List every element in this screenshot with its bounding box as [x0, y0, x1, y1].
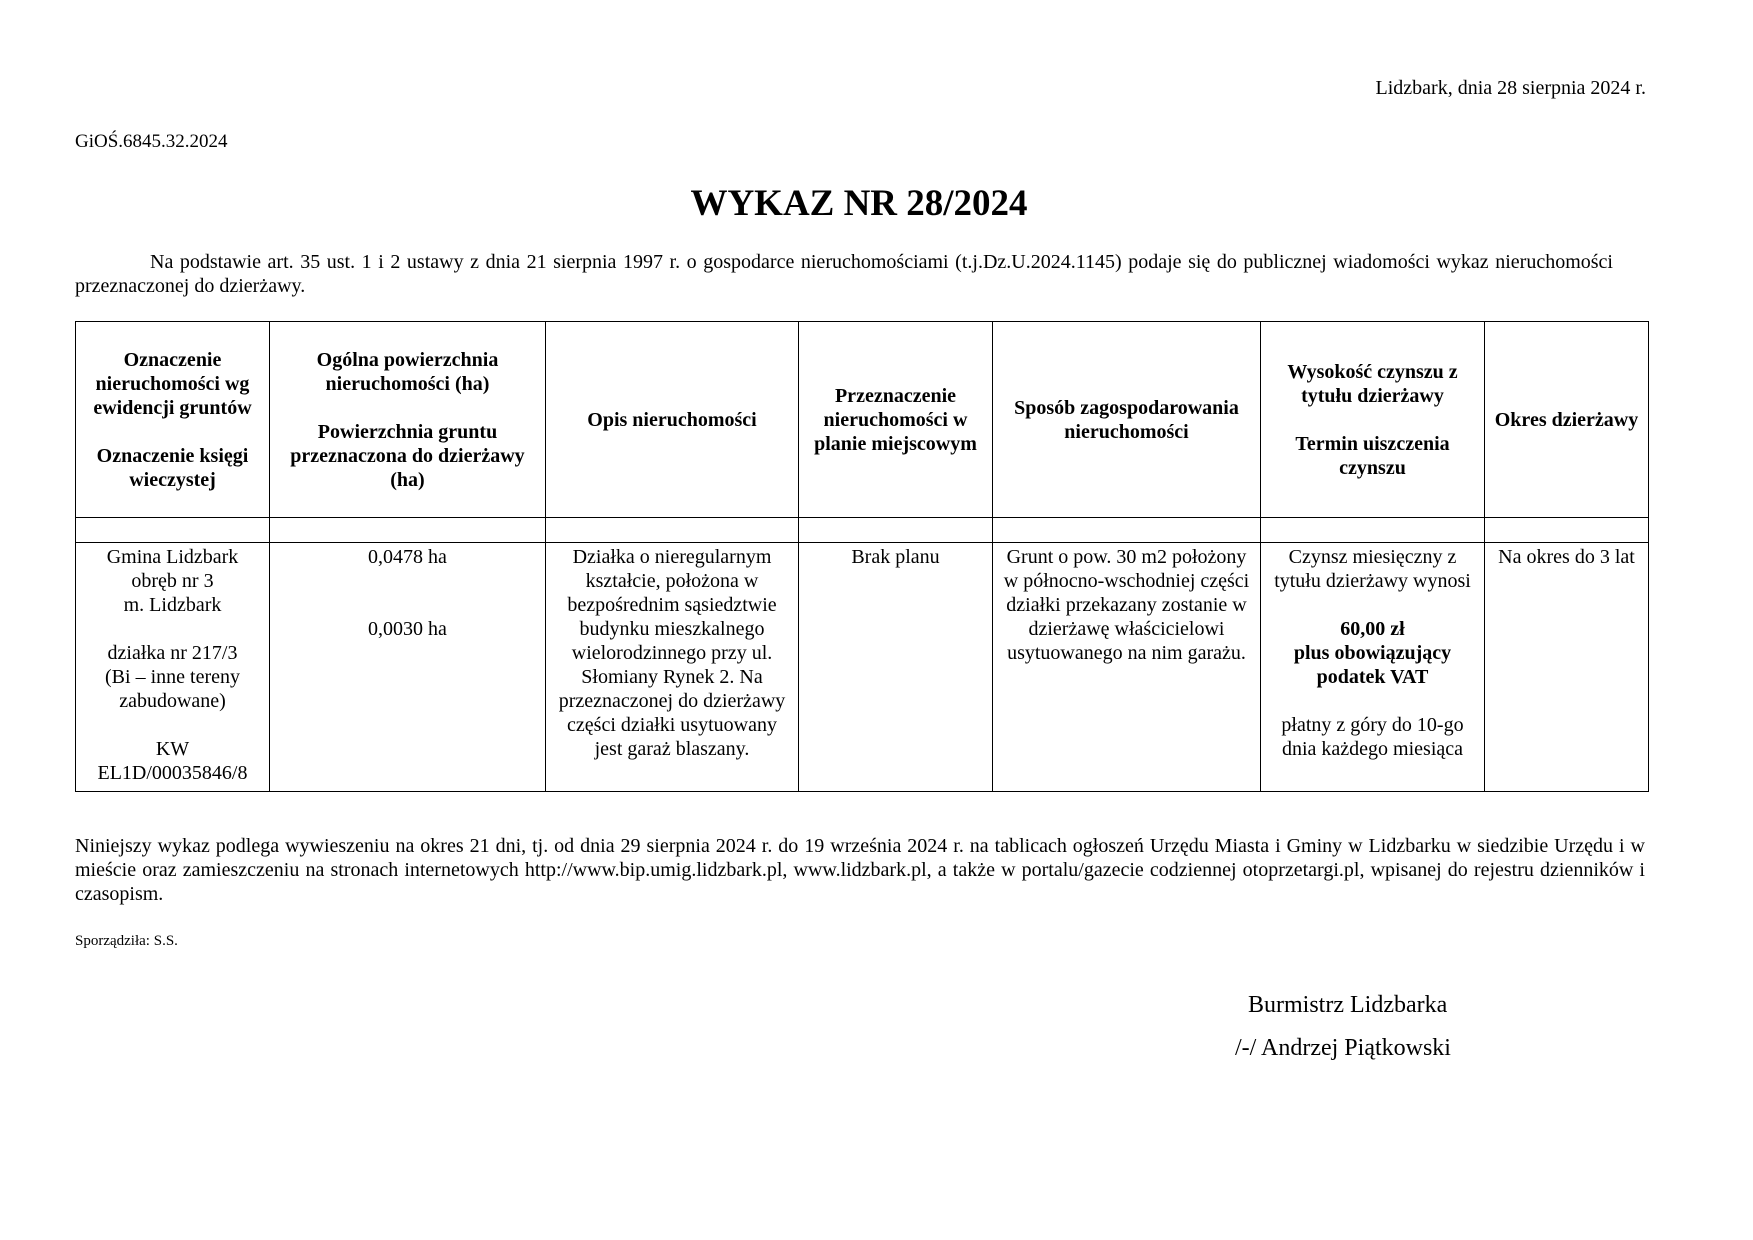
signature-title: Burmistrz Lidzbarka [1248, 992, 1448, 1018]
signature-name: /-/ Andrzej Piątkowski [1235, 1035, 1451, 1061]
prepared-by: Sporządziła: S.S. [75, 933, 178, 949]
lease-area: 0,0030 ha [368, 618, 447, 640]
cell-lease-period: Na okres do 3 lat [1485, 543, 1649, 792]
cell-land-registry [76, 543, 270, 792]
total-area: 0,0478 ha [368, 546, 447, 568]
rent-line: Czynsz miesięczny z tytułu dzierżawy wynosi [1274, 546, 1471, 592]
document-title: WYKAZ NR 28/2024 [690, 183, 1028, 224]
land-line: działka nr 217/3 [107, 642, 238, 664]
header-land-registry-b: Oznaczenie księgi wieczystej [96, 444, 249, 491]
rent-amount: 60,00 zł [1340, 618, 1405, 640]
header-rent-a: Wysokość czynszu z tytułu dzierżawy [1287, 360, 1458, 407]
header-area-a: Ogólna powierzchnia nieruchomości (ha) [316, 348, 499, 395]
intro-paragraph: Na podstawie art. 35 ust. 1 i 2 ustawy z dnia 21 sierpnia 1997 r. o gospodarce nieruchomościami (t.j.Dz.U.2024.1145) podaje się do publicznej wiadomości wykaz nieruchomości przeznaczonej do dzierżawy. [75, 251, 1613, 297]
land-line: m. Lidzbark [123, 594, 222, 616]
table-spacer-row [76, 518, 1649, 543]
land-line: (Bi – inne tereny zabudowane) [105, 666, 240, 712]
header-lease-period: Okres dzierżawy [1485, 322, 1649, 518]
header-land-registry-a: Oznaczenie nieruchomości wg ewidencji gruntów [93, 348, 252, 419]
table-header-row [76, 322, 1649, 518]
header-development: Sposób zagospodarowania nieruchomości [993, 322, 1261, 518]
reference-number: GiOŚ.6845.32.2024 [75, 131, 228, 152]
header-local-plan: Przeznaczenie nieruchomości w planie miejscowym [799, 322, 993, 518]
header-land-registry [76, 322, 270, 518]
cell-description: Działka o nieregularnym kształcie, położona w bezpośrednim sąsiedztwie budynku mieszkalnego wielorodzinnego przy ul. Słomiany Rynek 2. Na przeznaczonej do dzierżawy części działki usytuowany jest garaż blaszany. [546, 543, 799, 792]
notice-paragraph: Niniejszy wykaz podlega wywieszeniu na okres 21 dni, tj. od dnia 29 sierpnia 2024 r. do 19 września 2024 r. na tablicach ogłoszeń Urzędu Miasta i Gminy w Lidzbarku w siedzibie Urzędu i w mieście oraz zamieszczeniu na stronach internetowych http://www.bip.umig.lidzbark.pl, www.lidzbark.pl, a także w portalu/gazecie codziennej otoprzetargi.pl, wpisanej do rejestru dzienników i czasopism. [75, 835, 1645, 905]
header-description: Opis nieruchomości [546, 322, 799, 518]
property-list-table [75, 321, 1649, 792]
rent-vat: plus obowiązujący podatek VAT [1293, 642, 1452, 688]
header-rent [1261, 322, 1485, 518]
land-line: obręb nr 3 [131, 570, 214, 592]
cell-local-plan: Brak planu [799, 543, 993, 792]
land-line: Gmina Lidzbark [106, 546, 239, 568]
cell-rent [1261, 543, 1485, 792]
land-line: EL1D/00035846/8 [97, 762, 248, 784]
table-row [76, 543, 1649, 792]
header-area [270, 322, 546, 518]
cell-area [270, 543, 546, 792]
rent-payment-term: płatny z góry do 10-go dnia każdego miesiąca [1281, 714, 1464, 760]
header-rent-b: Termin uiszczenia czynszu [1295, 432, 1450, 479]
land-line: KW [155, 738, 190, 760]
place-date: Lidzbark, dnia 28 sierpnia 2024 r. [1375, 77, 1646, 99]
header-area-b: Powierzchnia gruntu przeznaczona do dzierżawy (ha) [290, 420, 525, 491]
cell-development: Grunt o pow. 30 m2 położony w północno-wschodniej części działki przekazany zostanie w dzierżawę właścicielowi usytuowanego na nim garażu. [993, 543, 1261, 792]
